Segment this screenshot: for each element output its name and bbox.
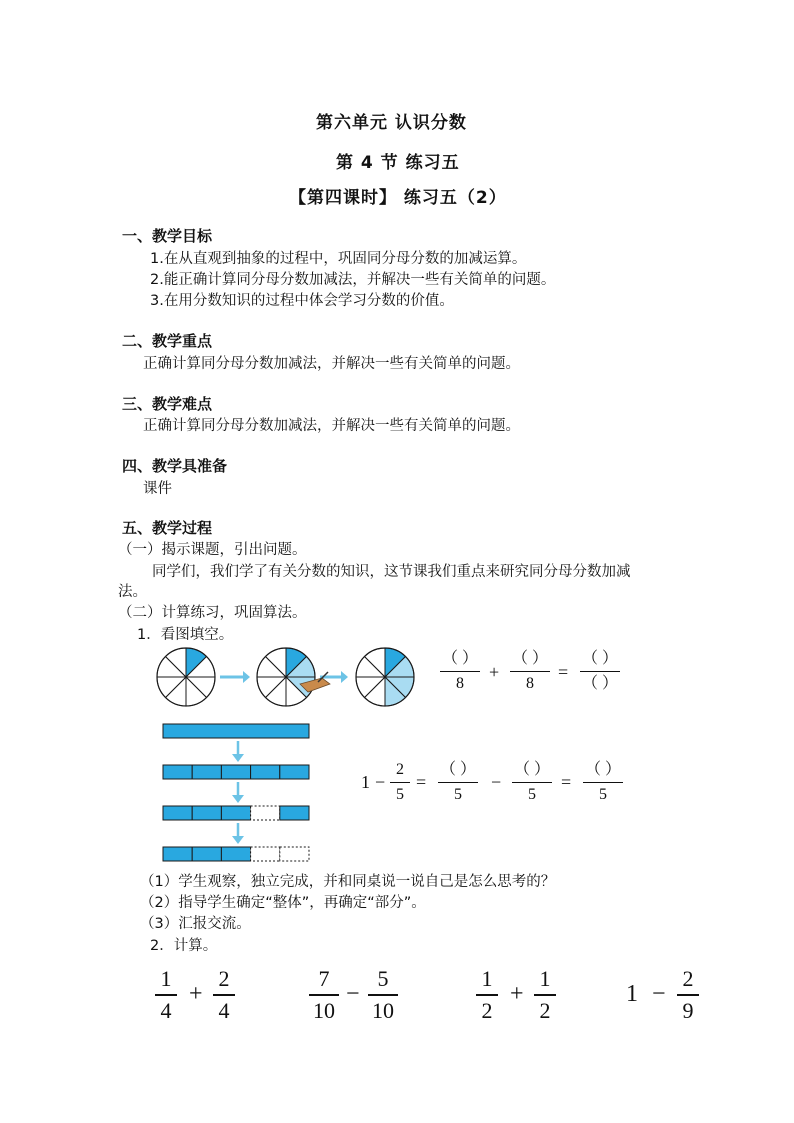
circle-1-sector-3 xyxy=(186,677,215,698)
bar-arrow-3-head xyxy=(232,836,244,844)
bar-2-segment-4 xyxy=(251,765,280,779)
section-title: 第 4 节 练习五 xyxy=(336,153,460,173)
bar-2-segment-2 xyxy=(192,765,221,779)
circle-1-sector-1 xyxy=(186,648,207,677)
eq2-given-fraction xyxy=(390,761,410,804)
bar-arrow-2-head xyxy=(232,795,244,803)
bar-2-segment-1 xyxy=(163,765,192,779)
circle-1-sector-5 xyxy=(165,677,186,706)
circle-3-sector-2 xyxy=(385,656,414,677)
eq1-plus: + xyxy=(489,662,500,682)
key-points-text: 正确计算同分母分数加减法，并解决一些有关简单的问题。 xyxy=(143,356,520,372)
eq1-blank-2: （ ） xyxy=(511,650,548,667)
bar-arrow-1-head xyxy=(232,754,244,762)
eq1-blank-3: （ ） xyxy=(581,650,618,667)
note-1: （1）学生观察，独立完成，并和同桌说一说自己是怎么思考的？ xyxy=(140,874,556,890)
circle-arrow-2-head xyxy=(341,671,348,683)
eq2-fraction-a xyxy=(438,761,478,804)
bar-2-segment-3 xyxy=(221,765,250,779)
eq2-den-c: 5 xyxy=(599,786,607,803)
bar-3-segment-2 xyxy=(192,806,221,820)
eq1-blank-1: （ ） xyxy=(441,650,478,667)
circle-2-sector-5 xyxy=(265,677,286,706)
difficulties-text: 正确计算同分母分数加减法，并解决一些有关简单的问题。 xyxy=(143,418,520,434)
calc2-op: − xyxy=(346,981,360,1007)
eq1-fraction-2 xyxy=(510,650,550,693)
bar-4-segment-4 xyxy=(251,847,280,861)
circle-3-sector-4 xyxy=(385,677,406,706)
process-step1: （一）揭示课题，引出问题。 xyxy=(118,542,307,558)
calc3-fraction-a: 1 2 xyxy=(476,967,498,1023)
eq1-den-1: 8 xyxy=(456,675,464,692)
bar-3-segment-5 xyxy=(280,806,309,820)
circle-2-sector-2 xyxy=(286,656,315,677)
bar-3-segment-3 xyxy=(221,806,250,820)
circle-2-sector-8 xyxy=(265,648,286,677)
eq2-den: 5 xyxy=(396,786,404,803)
eq2-blank-a: （ ） xyxy=(439,761,476,778)
bar-4-segment-5 xyxy=(280,847,309,861)
circle-3-sector-3 xyxy=(385,677,414,698)
eq2-blank-b: （ ） xyxy=(513,761,550,778)
circle-2-sector-6 xyxy=(257,677,286,698)
eq2-den-a: 5 xyxy=(454,786,462,803)
lesson-title: 【第四课时】 练习五（2） xyxy=(289,188,507,208)
circle-2-sector-4 xyxy=(286,677,307,706)
bar-4-segment-2 xyxy=(192,847,221,861)
materials-heading: 四、教学具准备 xyxy=(122,457,228,475)
circle-1-sector-7 xyxy=(157,656,186,677)
eq2-blank-c: （ ） xyxy=(584,761,621,778)
calc4-whole: 1 xyxy=(626,981,638,1007)
pencil-hand-icon xyxy=(300,678,330,692)
calc4-fraction-b: 2 9 xyxy=(677,967,699,1023)
circle-1-sector-8 xyxy=(165,648,186,677)
circle-1-sector-4 xyxy=(186,677,207,706)
circle-3-sector-5 xyxy=(364,677,385,706)
eq1-fraction-3 xyxy=(580,650,620,693)
eq2-num: 2 xyxy=(396,761,404,778)
eq2-den-b: 5 xyxy=(528,786,536,803)
calc1-op: + xyxy=(189,981,203,1007)
calc1-fraction-b: 2 4 xyxy=(213,967,235,1023)
calc4-op: − xyxy=(652,981,666,1007)
goal-item-1: 1.在从直观到抽象的过程中，巩固同分母分数的加减运算。 xyxy=(150,251,527,267)
circle-1-sector-2 xyxy=(186,656,215,677)
bar-2-segment-5 xyxy=(280,765,309,779)
circle-1-outline xyxy=(157,648,215,706)
calc3-op: + xyxy=(510,981,524,1007)
pencil-tip-icon xyxy=(318,672,328,682)
calc2-fraction-a: 7 10 xyxy=(309,967,339,1023)
eq2-minus-1: − xyxy=(375,772,386,792)
difficulties-heading: 三、教学难点 xyxy=(122,395,213,413)
process-step2: （二）计算练习，巩固算法。 xyxy=(118,605,307,621)
bar-3-segment-1 xyxy=(163,806,192,820)
circle-1-sector-6 xyxy=(157,677,186,698)
question2-label: 2．计算。 xyxy=(150,938,218,954)
circle-3-sector-6 xyxy=(356,677,385,698)
process-step1-text-line2: 法。 xyxy=(118,584,147,600)
materials-text: 课件 xyxy=(143,481,172,497)
eq2-fraction-c xyxy=(583,761,623,804)
note-3: （3）汇报交流。 xyxy=(140,916,251,932)
eq1-equals: = xyxy=(558,662,569,682)
calc3-fraction-b: 1 2 xyxy=(534,967,556,1023)
key-points-heading: 二、教学重点 xyxy=(122,332,213,350)
circle-3-outline xyxy=(356,648,414,706)
bar-1-segment-1 xyxy=(163,724,309,738)
goal-item-3: 3.在用分数知识的过程中体会学习分数的价值。 xyxy=(150,293,454,309)
eq2-equals-1: = xyxy=(416,772,427,792)
process-step1-text-line1: 同学们，我们学了有关分数的知识，这节课我们重点来研究同分母分数加减 xyxy=(152,564,631,580)
circle-2-sector-1 xyxy=(286,648,307,677)
eq2-one: 1 xyxy=(361,772,370,792)
goals-heading: 一、教学目标 xyxy=(122,227,213,245)
unit-title: 第六单元 认识分数 xyxy=(316,113,467,133)
calc2-fraction-b: 5 10 xyxy=(368,967,398,1023)
goal-item-2: 2.能正确计算同分母分数加减法，并解决一些有关简单的问题。 xyxy=(150,272,556,288)
eq1-blank-4: （ ） xyxy=(581,675,618,692)
question1-label: 1．看图填空。 xyxy=(137,627,234,643)
eq2-equals-2: = xyxy=(561,772,572,792)
note-2: （2）指导学生确定“整体”，再确定“部分”。 xyxy=(140,895,426,911)
circle-2-sector-3 xyxy=(286,677,315,698)
eq2-minus-2: − xyxy=(491,772,502,792)
circle-3-sector-8 xyxy=(364,648,385,677)
circle-arrow-1-head xyxy=(243,671,250,683)
circle-3-sector-7 xyxy=(356,656,385,677)
bar-4-segment-3 xyxy=(221,847,250,861)
calc1-fraction-a: 1 4 xyxy=(155,967,177,1023)
circle-3-sector-1 xyxy=(385,648,406,677)
eq1-fraction-1 xyxy=(440,650,480,693)
process-heading: 五、教学过程 xyxy=(122,519,213,537)
bar-3-segment-4 xyxy=(251,806,280,820)
eq2-fraction-b xyxy=(512,761,552,804)
eq1-den-2: 8 xyxy=(526,675,534,692)
circle-2-outline xyxy=(257,648,315,706)
circle-2-sector-7 xyxy=(257,656,286,677)
bar-4-segment-1 xyxy=(163,847,192,861)
